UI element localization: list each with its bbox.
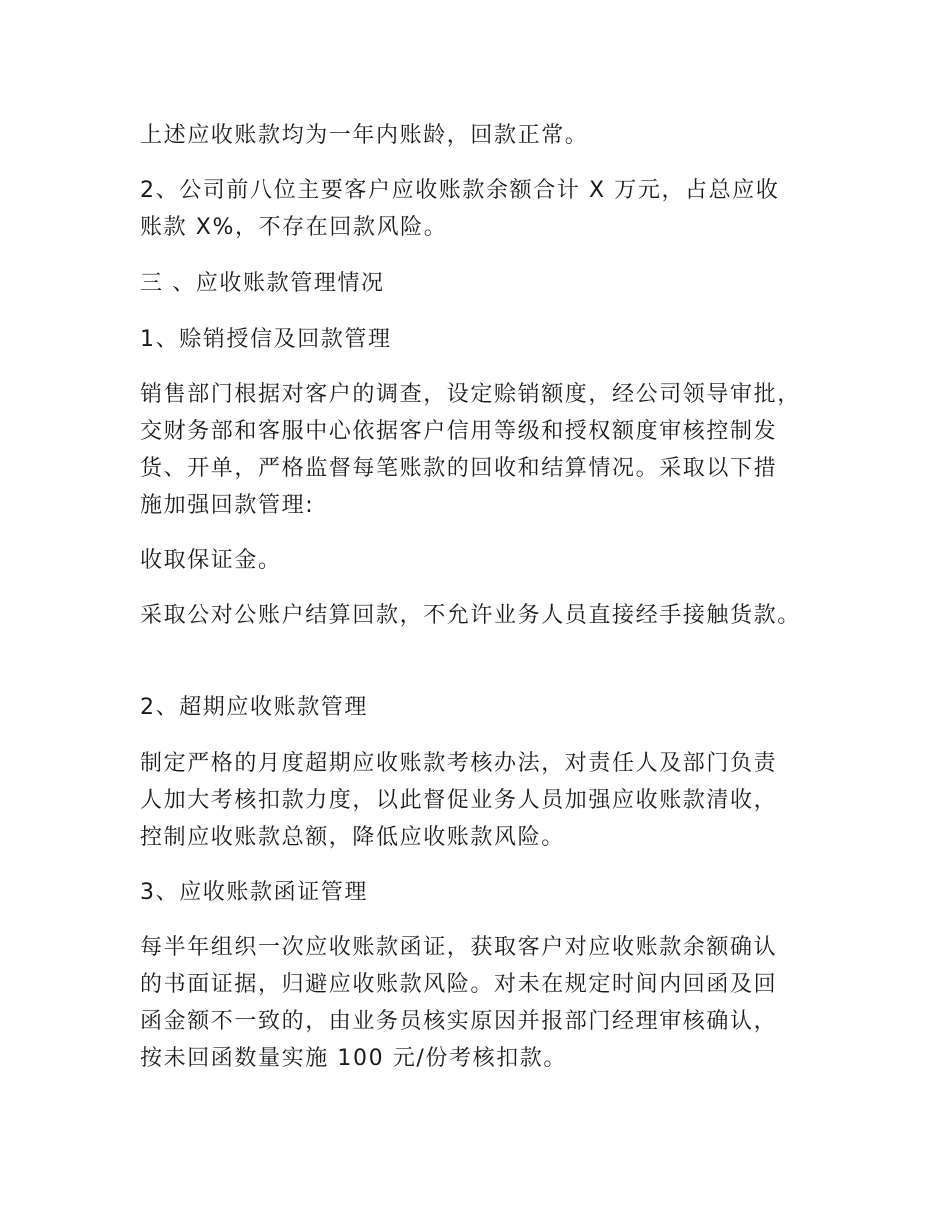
text-line: 施加强回款管理: <box>140 493 315 518</box>
text-line: 交财务部和客服中心依据客户信用等级和授权额度审核控制发 <box>140 419 778 444</box>
text-line: 按未回函数量实施 100 元/份考核扣款。 <box>140 1046 567 1071</box>
text-line: 2、公司前八位主要客户应收账款余额合计 X 万元，占总应收 <box>140 178 780 203</box>
text-line: 制定严格的月度超期应收账款考核办法，对责任人及部门负责 <box>140 751 778 776</box>
text-line: 收取保证金。 <box>140 548 282 573</box>
paragraph-collection-normal <box>140 117 830 154</box>
subheading-credit-and-collection <box>140 321 830 358</box>
paragraph-top-eight-customers <box>140 172 830 246</box>
text-line: 的书面证据，归避应收账款风险。对未在规定时间内回函及回 <box>140 972 778 997</box>
text-line: 账款 X%，不存在回款风险。 <box>140 215 448 240</box>
text-line: 采取公对公账户结算回款，不允许业务人员直接经手接触货款。 <box>140 603 801 628</box>
text-line: 人加大考核扣款力度，以此督促业务人员加强应收账款清收， <box>140 788 778 813</box>
text-line: 每半年组织一次应收账款函证，获取客户对应收账款余额确认 <box>140 935 778 960</box>
paragraph-deposit <box>140 542 830 579</box>
text-line: 控制应收账款总额，降低应收账款风险。 <box>140 825 565 850</box>
paragraph-credit-approval <box>140 376 830 524</box>
paragraph-overdue-assessment <box>140 745 830 856</box>
paragraph-account-settlement <box>140 597 830 634</box>
subheading-confirmation-management <box>140 874 830 911</box>
paragraph-confirmation-process <box>140 929 830 1077</box>
text-line: 销售部门根据对客户的调查，设定赊销额度，经公司领导审批， <box>140 382 801 407</box>
text-line: 1、赊销授信及回款管理 <box>140 327 392 352</box>
text-line: 2、超期应收账款管理 <box>140 695 368 720</box>
section-heading-receivables-management <box>140 265 830 302</box>
text-line: 货、开单，严格监督每笔账款的回收和结算情况。采取以下措 <box>140 456 778 481</box>
text-line: 函金额不一致的，由业务员核实原因并报部门经理审核确认， <box>140 1009 778 1034</box>
text-line: 3、应收账款函证管理 <box>140 880 368 905</box>
text-line: 三 、应收账款管理情况 <box>140 271 385 296</box>
text-line: 上述应收账款均为一年内账龄，回款正常。 <box>140 123 589 148</box>
subheading-overdue-management <box>140 689 830 726</box>
